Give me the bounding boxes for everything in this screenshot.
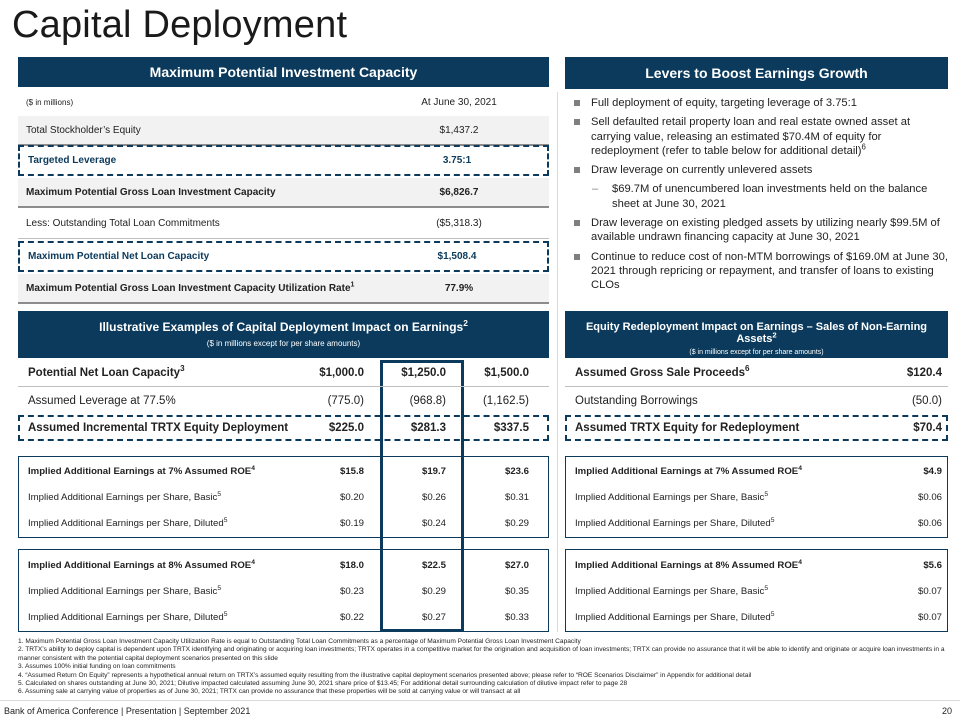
- row-label: Implied Additional Earnings per Share, Diluted$^5$: [575, 610, 775, 623]
- row-value: (50.0): [911, 395, 942, 407]
- row-value: 3.75:1: [442, 155, 472, 166]
- row-label: Implied Additional Earnings per Share, Basic$^5$: [575, 490, 769, 503]
- page-title: Capital Deployment: [12, 4, 348, 46]
- equity-row: [565, 361, 948, 385]
- value-col1: $0.22: [339, 611, 364, 623]
- row-label: Total Stockholder’s Equity: [26, 124, 141, 136]
- value-col3: $0.33: [504, 611, 529, 623]
- value-col1: $15.8: [339, 465, 364, 477]
- deploy-row: [18, 361, 549, 385]
- value-col1: $0.19: [339, 517, 364, 529]
- value-col2: $0.26: [421, 491, 446, 503]
- lever-bullet: Draw leverage on existing pledged assets by utilizing nearly $99.5M of available undrawn financing capacity at June 30, 2021: [572, 216, 948, 245]
- equity-row: [565, 416, 948, 440]
- footnote: 6. Assuming sale at carrying value of properties as of June 30, 2021; TRTX can provide no assurance that these properties will be sold at carrying value or will transact at all: [18, 688, 521, 696]
- value-col2: $0.29: [421, 585, 446, 597]
- value-col2: $0.27: [421, 611, 446, 623]
- row-label: Implied Additional Earnings at 7% Assumed ROE$^4$: [28, 464, 255, 477]
- row-value: $70.4: [913, 422, 942, 434]
- value-col2: $19.7: [421, 465, 446, 477]
- row-value: 77.9%: [444, 282, 474, 294]
- row-label: Assumed Gross Sale Proceeds$^6$: [575, 364, 750, 379]
- row-label: Assumed TRTX Equity for Redeployment: [575, 422, 800, 434]
- row-label: Potential Net Loan Capacity$^3$: [28, 364, 185, 379]
- value-col3: (1,162.5): [482, 395, 529, 407]
- deploy-row: [18, 512, 549, 534]
- deploy-row: [18, 554, 549, 576]
- deploy-header: Illustrative Examples of Capital Deployment Impact on Earnings$^2$ ($ in millions except for per share amounts): [18, 311, 549, 358]
- equity-row: [565, 606, 948, 628]
- deploy-row: [18, 460, 549, 482]
- value-col1: $18.0: [339, 559, 364, 571]
- row-label: Outstanding Borrowings: [575, 395, 698, 407]
- row-label: Targeted Leverage: [28, 155, 117, 166]
- footnotes: [18, 638, 948, 697]
- deploy-row: [18, 606, 549, 628]
- row-label: Implied Additional Earnings at 8% Assumed ROE$^4$: [28, 558, 255, 571]
- value-col3: $0.35: [504, 585, 529, 597]
- row-label: Maximum Potential Net Loan Capacity: [28, 251, 210, 262]
- row-label: Implied Additional Earnings at 7% Assumed ROE$^4$: [575, 464, 802, 477]
- footnote: 4. “Assumed Return On Equity” represents a hypothetical annual return on TRTX’s assumed equity resulting from the illustrative capital deployment scenarios presented above; please refer to “ROE Scenarios Disclaimer” in Appendix for additional detail: [18, 671, 752, 679]
- equity-header: Equity Redeployment Impact on Earnings – Sales of Non-Earning Assets$^2$ ($ in millions except for per share amounts): [565, 311, 948, 358]
- footer-text: Bank of America Conference | Presentation | September 2021: [4, 706, 251, 716]
- row-value: $5.6: [923, 559, 942, 571]
- panel-divider: [557, 92, 558, 632]
- levers-header: Levers to Boost Earnings Growth: [565, 57, 948, 89]
- lever-bullet: Full deployment of equity, targeting leverage of 3.75:1: [572, 96, 948, 110]
- row-value: $6,826.7: [439, 186, 479, 198]
- row-label: Implied Additional Earnings per Share, Basic$^5$: [28, 584, 222, 597]
- value-col1: $225.0: [328, 422, 364, 434]
- value-col3: $27.0: [504, 559, 529, 571]
- row-label: Assumed Leverage at 77.5%: [28, 395, 176, 407]
- capacity-row-net: [18, 241, 549, 272]
- value-col3: $23.6: [504, 465, 529, 477]
- value-col1: $0.23: [339, 585, 364, 597]
- equity-row: [565, 512, 948, 534]
- capacity-column-header: [18, 88, 549, 118]
- footnote: 2. TRTX’s ability to deploy capital is dependent upon TRTX identifying and originating or acquiring loan investments; TRTX operates in a competitive market for the origination and acquisition of loan investments; TRTX can provide no assurance that it will be able to identify and originate or acquire loan investments in a manner consistent with the potential capital deployment scenarios presented on this slide: [18, 646, 945, 662]
- value-col2: $22.5: [421, 559, 446, 571]
- row-label: Implied Additional Earnings at 8% Assumed ROE$^4$: [575, 558, 802, 571]
- row-label: Less: Outstanding Total Loan Commitments: [26, 218, 220, 229]
- row-value: ($5,318.3): [436, 218, 482, 229]
- row-value: $0.07: [917, 585, 942, 597]
- lever-sub-bullet: – $69.7M of unencumbered loan investments held on the balance sheet at June 30, 2021: [592, 183, 928, 210]
- lever-bullet: Draw leverage on currently unlevered assets: [572, 163, 948, 177]
- row-value: $1,508.4: [437, 251, 477, 262]
- date-label: At June 30, 2021: [421, 97, 497, 108]
- equity-row: [565, 554, 948, 576]
- row-label: Implied Additional Earnings per Share, Basic$^5$: [575, 584, 769, 597]
- row-value: $0.07: [917, 611, 942, 623]
- row-label: Implied Additional Earnings per Share, Diluted$^5$: [575, 516, 775, 529]
- footer-divider: [0, 700, 960, 701]
- footnote: 3. Assumes 100% initial funding on loan commitments: [18, 663, 176, 671]
- deploy-row: [18, 486, 549, 508]
- value-col3: $0.29: [504, 517, 529, 529]
- capacity-row-leverage: [18, 145, 549, 176]
- page-number: 20: [941, 706, 952, 716]
- capacity-row-gross: [18, 178, 549, 208]
- levers-list: [572, 96, 948, 298]
- equity-row: [565, 460, 948, 482]
- row-value: $0.06: [917, 491, 942, 503]
- deploy-row: [18, 580, 549, 602]
- lever-bullet: Sell defaulted retail property loan and real estate owned asset at carrying value, releasing an estimated $70.4M of equity for redeployment (refer to table below for additional detail)$^6$: [572, 115, 948, 158]
- row-label: Implied Additional Earnings per Share, Diluted$^5$: [28, 516, 228, 529]
- capacity-row-equity: [18, 116, 549, 146]
- value-col2: $1,250.0: [401, 367, 446, 379]
- row-value: $1,437.2: [439, 124, 479, 136]
- value-col2: (968.8): [409, 395, 446, 407]
- value-col3: $0.31: [504, 491, 529, 503]
- value-col1: $0.20: [339, 491, 364, 503]
- row-value: $0.06: [917, 517, 942, 529]
- equity-row: [565, 389, 948, 413]
- row-value: $120.4: [906, 367, 942, 379]
- value-col1: (775.0): [327, 395, 364, 407]
- deploy-row: [18, 389, 549, 413]
- unit-label: ($ in millions): [26, 98, 74, 107]
- capacity-row-commitments: [18, 209, 549, 239]
- row-label: Implied Additional Earnings per Share, Diluted$^5$: [28, 610, 228, 623]
- equity-row: [565, 580, 948, 602]
- lever-bullet: Continue to reduce cost of non-MTM borrowings of $169.0M at June 30, 2021 through repricing or repayment, and transfer of loans to existing CLOs: [572, 250, 948, 293]
- capacity-header: Maximum Potential Investment Capacity: [18, 57, 549, 87]
- row-label: Implied Additional Earnings per Share, Basic$^5$: [28, 490, 222, 503]
- value-col1: $1,000.0: [319, 367, 364, 379]
- row-label: Maximum Potential Gross Loan Investment Capacity Utilization Rate$^1$: [26, 281, 355, 294]
- capacity-row-utilization: [18, 274, 549, 304]
- value-col3: $337.5: [493, 422, 529, 434]
- row-label: Maximum Potential Gross Loan Investment Capacity: [26, 186, 276, 198]
- value-col3: $1,500.0: [484, 367, 529, 379]
- row-value: $4.9: [923, 465, 942, 477]
- footnote: 5. Calculated on shares outstanding at June 30, 2021; Dilutive impacted calculated assuming June 30, 2021 share price of $13.45; For additional detail surrounding calculation of dilutive impact refer to page 28: [18, 680, 628, 688]
- deploy-row: [18, 416, 549, 440]
- value-col2: $0.24: [421, 517, 446, 529]
- row-label: Assumed Incremental TRTX Equity Deployment: [28, 422, 289, 434]
- equity-row: [565, 486, 948, 508]
- value-col2: $281.3: [410, 422, 446, 434]
- footnote: 1. Maximum Potential Gross Loan Investment Capacity Utilization Rate is equal to Outstanding Total Loan Commitments as a percentage of Maximum Potential Gross Loan Investment Capacity: [18, 638, 581, 645]
